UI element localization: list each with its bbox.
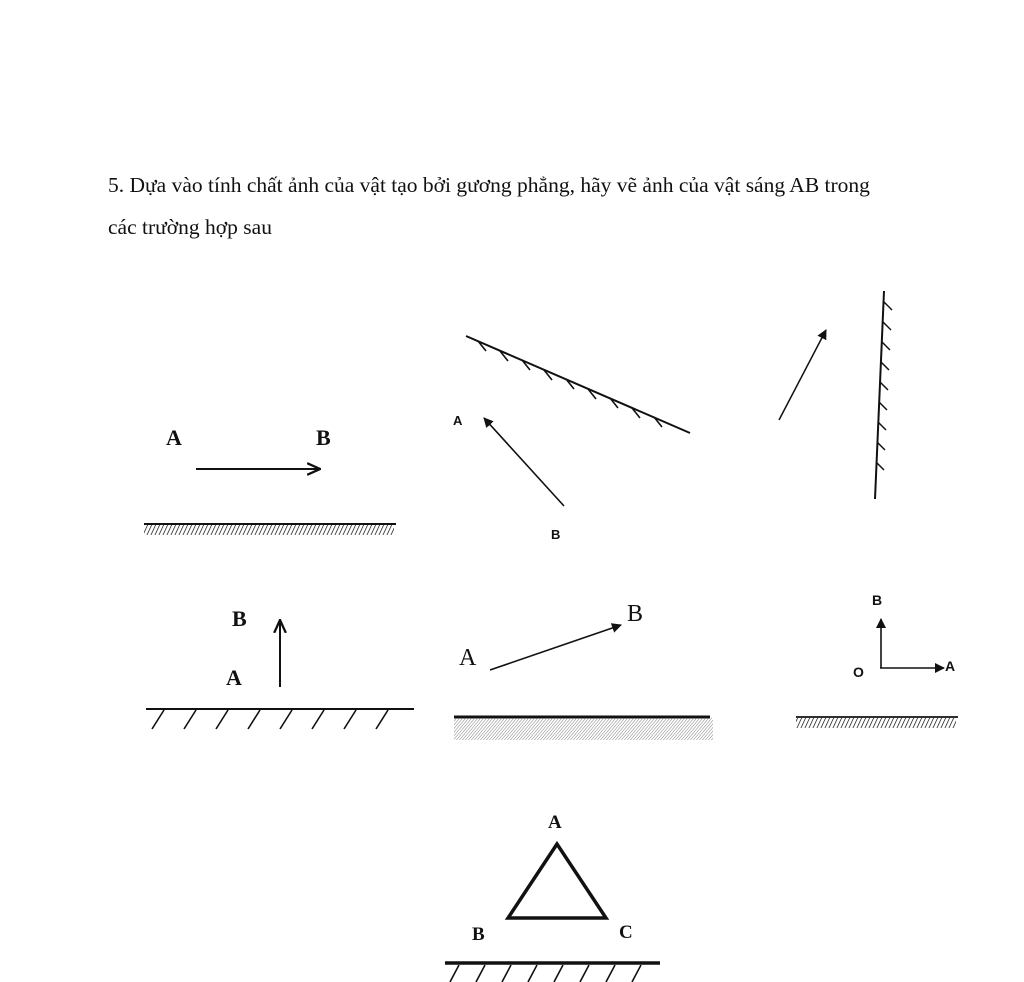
fig7-triangle [508, 844, 606, 918]
fig4-mirror-hatch [152, 710, 388, 729]
fig7-label-a: A [548, 812, 562, 833]
fig5-label-a: A [459, 645, 477, 671]
figure-3 [779, 291, 892, 499]
fig3-object-arrow [779, 330, 826, 420]
fig2-label-a: A [453, 413, 463, 428]
fig1-mirror-hatch [144, 525, 394, 535]
figure-5 [454, 601, 713, 740]
figure-4 [146, 606, 414, 729]
question-line-1: 5. Dựa vào tính chất ảnh của vật tạo bởi gương phẳng, hãy vẽ ảnh của vật sáng AB trong [108, 173, 870, 197]
figure-2 [453, 336, 690, 542]
fig7-label-b: B [472, 924, 485, 945]
question-line-2: các trường hợp sau [108, 215, 272, 239]
fig7-label-c: C [619, 922, 633, 943]
fig2-label-b: B [551, 527, 561, 542]
fig5-object-arrow [490, 625, 621, 670]
fig4-label-b: B [232, 606, 247, 631]
fig5-label-b: B [627, 601, 644, 627]
fig7-mirror-hatch [450, 965, 641, 982]
fig6-label-a: A [945, 658, 956, 674]
fig2-mirror-line [466, 336, 690, 433]
fig6-label-o: O [853, 664, 864, 680]
fig6-label-b: B [872, 592, 883, 608]
fig4-label-a: A [226, 665, 242, 690]
fig3-mirror-hatch [876, 302, 892, 470]
fig1-label-b: B [316, 425, 331, 450]
fig2-object-arrow [484, 418, 564, 506]
figure-7 [445, 812, 660, 982]
fig5-mirror-hatch [454, 718, 713, 740]
figure-6 [796, 592, 958, 728]
figure-1 [144, 425, 396, 535]
fig6-mirror-hatch [796, 718, 956, 728]
fig1-label-a: A [166, 425, 182, 450]
